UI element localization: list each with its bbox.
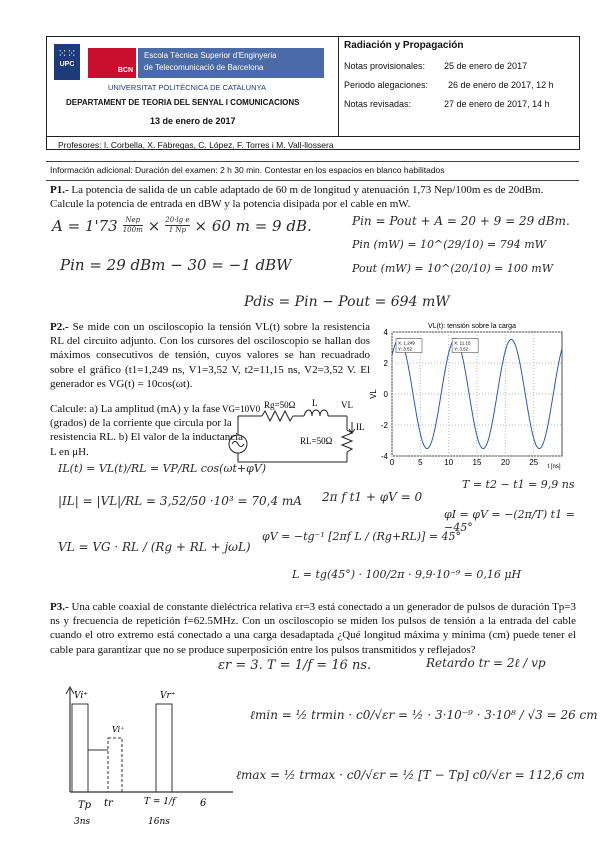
professors: Profesores: I. Corbella, X. Fàbregas, C. López, F. Torres i M. Vall-llossera: [58, 140, 334, 150]
school-line-1: Escola Tècnica Superior d'Enginyeria: [144, 51, 277, 60]
school-banner: [138, 48, 324, 78]
incident-pulse: [72, 704, 88, 792]
p1-pin-calc: Pin = Pout + A = 20 + 9 = 29 dBm.: [352, 214, 570, 228]
x-tick-label: 10: [444, 458, 454, 467]
x-tick-label: 5: [418, 458, 423, 467]
p1-pdis: Pdis = Pin − Pout = 694 mW: [244, 294, 450, 310]
circuit-diagram: [222, 398, 372, 468]
department-name: DEPARTAMENT DE TEORIA DEL SENYAL I COMUNICACIONS: [66, 98, 300, 107]
sketch-tp-label: Tp: [78, 800, 92, 811]
next-pulse: [156, 704, 172, 792]
p2-phase-eq: 2π f t1 + φV = 0: [322, 490, 423, 504]
vg-label: VG=10V0: [222, 404, 261, 414]
cursor-label: Y: 3.52: [398, 346, 413, 352]
p2-period: T = t2 − t1 = 9,9 ns: [462, 478, 575, 491]
p2-il-expression: IL(t) = VL(t)/RL = VP/RL cos(ωt+φV): [58, 462, 267, 475]
problem-3-statement: P3.- Una cable coaxial de constante dieléctrica relativa εr=3 está conectado a un generador de pulsos de duración Tp=3 ns y frecuencia de repetición f=62.5MHz. Con un osciloscopio se miden los pulsos de tensión a la entrada del cable cuando el otro extremo está conectado a una carga desadaptada ¿Qué longitud máxima y mínima (cm) puede tener el cable para garantizar que no se produce superposición entre los pulsos transmitidos y reflejados?: [50, 601, 577, 656]
sketch-6-label: 6: [200, 798, 207, 809]
separator: [46, 180, 579, 181]
cursor-label: Y: 3.52: [454, 346, 469, 352]
p2-phi-result: φI = φV = −(2π/T) t1 = −45°: [444, 508, 575, 534]
sketch-vr-label: Vr⁺: [160, 691, 176, 701]
header-bottom-line: [46, 136, 579, 137]
sketch-t-label: T = 1/f: [144, 797, 176, 807]
vl-label: VL: [341, 400, 353, 410]
p3-lmax: ℓmax = ½ trmax · c0/√εr = ½ [T − Tp] c0/√εr = 112,6 cm: [236, 768, 585, 782]
notes-row: Periodo alegaciones: 26 de enero de 2017, 12 h: [344, 80, 554, 90]
p1-pin-dbw: Pin = 29 dBm − 30 = −1 dBW: [60, 256, 292, 274]
course-title: Radiación y Propagación: [344, 40, 464, 51]
sketch-vi2-label: Vi⁺: [112, 725, 125, 734]
il-label: IL: [356, 422, 365, 432]
y-tick-label: 4: [383, 328, 388, 337]
y-tick-label: 0: [383, 390, 388, 399]
y-tick-label: 2: [383, 359, 388, 368]
university-name: UNIVERSITAT POLITÈCNICA DE CATALUNYA: [108, 83, 266, 92]
p1-attenuation-calc: A = 1'73 Nep 100m × $\frac{\text{20·lg e}}{1 Np}$ × 60 m = 9 dB.: [52, 216, 312, 235]
l-label: L: [312, 398, 318, 408]
y-tick-label: -4: [380, 452, 388, 461]
upc-logo: ⁙⁙ UPC: [54, 44, 80, 80]
y-tick-label: -2: [380, 421, 388, 430]
chart-ylabel: VL: [369, 389, 378, 399]
x-tick-label: 15: [472, 458, 482, 467]
x-tick-label: 20: [500, 458, 510, 467]
header-divider: [338, 36, 339, 136]
rg-resistor: [262, 411, 293, 421]
exam-date: 13 de enero de 2017: [150, 116, 236, 126]
inductor-symbol: [304, 410, 328, 416]
p2-l-value: L = tg(45°) · 100/2π · 9,9·10⁻⁹ = 0,16 μH: [292, 568, 522, 581]
school-logo: BCN: [88, 48, 136, 78]
p2-vl-divider: VL = VG · RL / (Rg + RL + jωL): [58, 540, 251, 554]
p1-pout-mw: Pout (mW) = 10^(20/10) = 100 mW: [352, 262, 554, 275]
x-tick-label: 0: [389, 458, 395, 467]
sketch-vi-label: Vi⁺: [74, 691, 88, 701]
notes-row: Notas provisionales: 25 de enero de 2017: [344, 61, 528, 71]
school-line-2: de Telecomunicació de Barcelona: [144, 63, 264, 72]
pulse-sketch: [48, 680, 238, 830]
rg-label: Rg=50Ω: [264, 400, 296, 410]
notes-list: [344, 57, 554, 114]
x-tick-label: 25: [529, 458, 539, 467]
p3-retardo: Retardo tr = 2ℓ / vp: [426, 656, 546, 670]
chart-title: VL(t): tensión sobre la carga: [428, 323, 516, 330]
reflected-pulse: [108, 738, 122, 792]
cursor-label: X: 1.249: [398, 340, 415, 346]
cursor-label: X: 11.15: [454, 340, 471, 346]
sketch-3ns-label: 3ns: [74, 817, 91, 827]
separator: [46, 161, 579, 162]
vl-chart: [368, 318, 568, 470]
problem-1-statement: P1.- La potencia de salida de un cable adaptado de 60 m de longitud y atenuación 1,73 Nep/100m es de 20dBm. Calcule la potencia de entrada en dBW y la potencia disipada por el cable en mW.: [50, 184, 544, 210]
additional-info: Información adicional: Duración del examen: 2 h 30 min. Contestar en los espacios en blanco habilitados: [50, 165, 445, 175]
problem-2-statement: P2.- Se mide con un osciloscopio la tensión VL(t) sobre la resistencia RL del circuito adjunto. Con los cursores del osciloscopio se hallan dos máximos consecutivos de tensión, cuyos valores se han recuadrado sobre el gráfico (t1=1,249 ns, V1=3,52 V, t2=11,15 ns, V2=3,52 V. El generador es VG(t) = 10cos(ωt).: [50, 321, 371, 390]
rl-resistor: [342, 430, 352, 452]
sketch-tr-label: tr: [104, 798, 113, 809]
chart-xlabel: t [ns]: [547, 464, 561, 470]
sketch-16ns-label: 16ns: [148, 817, 170, 827]
problem-2-questions: Calcule: a) La amplitud (mA) y la fase (grados) de la corriente que circula por la resistencia RL. b) El valor de la inductancia L en μH.: [50, 403, 244, 458]
p2-phi-v: φV = −tg⁻¹ [2πf L / (Rg+RL)] = 45°: [262, 530, 462, 543]
p2-il-amplitude: |IL| = |VL|/RL = 3,52/50 ·10³ = 70,4 mA: [58, 494, 302, 508]
p3-lmin: ℓmin = ½ trmin · c0/√εr = ½ · 3·10⁻⁹ · 3·10⁸ / √3 = 26 cm: [250, 708, 598, 722]
notes-row: Notas revisadas: 27 de enero de 2017, 14 h: [344, 99, 550, 109]
p3-given: εr = 3. T = 1/f = 16 ns.: [218, 658, 372, 673]
p1-pin-mw: Pin (mW) = 10^(29/10) = 794 mW: [352, 238, 546, 251]
rl-label: RL=50Ω: [300, 436, 333, 446]
